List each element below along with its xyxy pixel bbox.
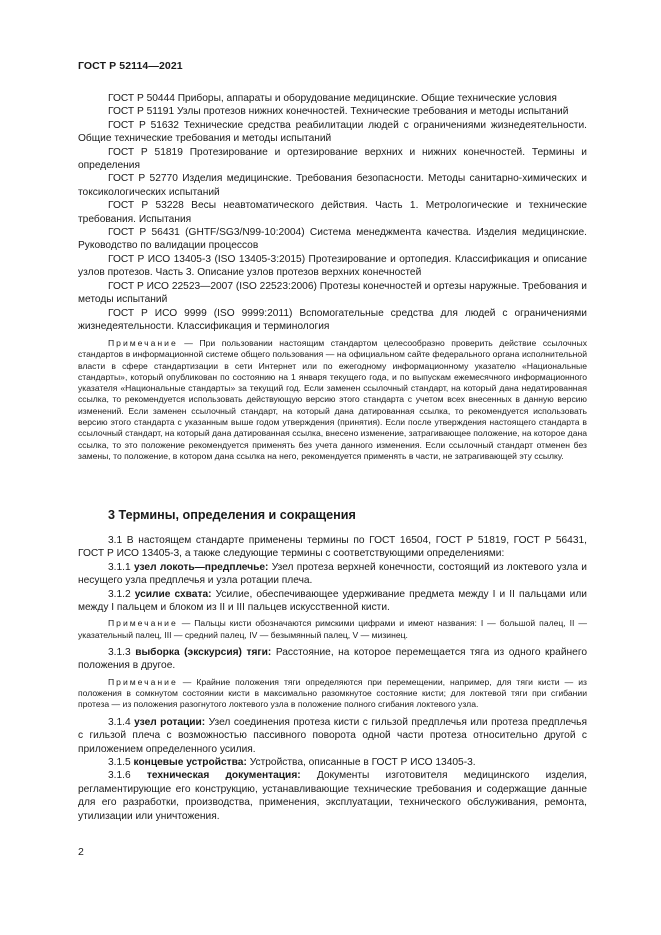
note-text: — Пальцы кисти обозначаются римскими цифрами и имеют названия: I — большой палец, II — указательный палец, III — средний палец, IV — безымянный палец, V — мизинец. [78, 618, 587, 640]
term-definition: Узел соединения протеза кисти с гильзой предплечья или протеза предплечья с гильзой плеча с возможностью пассивного поворота одной части протеза относительно другой с приложением определенного усилия. [78, 716, 587, 755]
term-definition: Расстояние, на которое перемещается тяга из одного крайнего положения в другое. [78, 647, 587, 672]
term-entry [78, 588, 587, 615]
term-name: узел локоть—предплечье: [133, 561, 269, 573]
reference-item: ГОСТ Р 51191 Узлы протезов нижних конечностей. Технические требования и методы испытаний [108, 106, 569, 118]
note-paragraph [78, 338, 587, 462]
term-entry [78, 769, 587, 823]
term-definition: Усилие, обеспечивающее удерживание предмета между I и II пальцами или между I пальцем и блоком из II и III пальцев искусственной кисти. [78, 588, 587, 614]
term-definition: Документы изготовителя медицинского изделия, регламентирующие его конструкцию, устанавливающие технические требования и содержащие данные для его разработки, производства, применения, эксплуатации, технического обслуживания, ремонта, утилизации или уничтожения. [78, 770, 588, 822]
term-note [78, 618, 587, 641]
terms-definitions [78, 534, 587, 823]
term-definition: Узел протеза верхней конечности, состоящий из локтевого узла и несущего узла предплечья и узла ротации плеча. [78, 561, 587, 587]
term-number: 3.1.3 [108, 647, 136, 659]
reference-item: ГОСТ Р 51632 Технические средства реабилитации людей с ограничениями жизнедеятельности. Общие технические требования и методы испытаний [78, 119, 587, 145]
term-number: 3.1.1 [108, 561, 134, 573]
references-note [78, 338, 587, 462]
reference-item: ГОСТ Р 51819 Протезирование и ортезирование верхних и нижних конечностей. Термины и определения [78, 146, 587, 172]
reference-item: ГОСТ Р 52770 Изделия медицинские. Требования безопасности. Методы санитарно-химических и токсикологических испытаний [78, 173, 587, 198]
term-definition: Устройства, описанные в ГОСТ Р ИСО 13405-3. [246, 756, 476, 768]
term-entry [78, 561, 587, 588]
term-number: 3.1.6 [108, 770, 147, 782]
term-name: техническая документация: [146, 770, 301, 782]
note-label: Примечание [108, 676, 178, 687]
term-entry [78, 756, 587, 769]
term-name: концевые устройства: [133, 756, 247, 768]
normative-references-list [78, 92, 587, 333]
reference-item: ГОСТ Р 56431 (GHTF/SG3/N99-10:2004) Система менеджмента качества. Изделия медицинские. Руководство по валидации процессов [78, 227, 587, 252]
term-name: узел ротации: [134, 716, 206, 728]
term-number: 3.1.5 [108, 756, 134, 768]
note-label: Примечание [108, 618, 178, 629]
reference-item: ГОСТ Р ИСО 9999 (ISO 9999:2011) Вспомогательные средства для людей с ограничениями жизнедеятельности. Классификация и терминология [78, 307, 587, 332]
reference-item: ГОСТ Р 53228 Весы неавтоматического действия. Часть 1. Метрологические и технические требования. Испытания [78, 200, 587, 225]
term-name: усилие схвата: [134, 588, 212, 600]
term-number: 3.1.4 [108, 716, 135, 728]
reference-item: ГОСТ Р ИСО 22523—2007 (ISO 22523:2006) Протезы конечностей и ортезы наружные. Требования и методы испытаний [78, 280, 587, 306]
note-text: — Крайние положения тяги определяются при перемещении, например, для тяги кисти — из положения в сомкнутом состоянии кисти в максимально разомкнутое состояние кисти; для локтевой тяги при сгибании протеза — из положения разогнутого локтевого узла в положение полного сгибания локтевого узла. [78, 676, 587, 710]
term-number: 3.1.2 [108, 588, 135, 600]
note-label: Примечание [108, 338, 178, 348]
section-heading: 3 Термины, определения и сокращения [108, 508, 356, 522]
reference-item: ГОСТ Р ИСО 13405-3 (ISO 13405-3:2015) Протезирование и ортопедия. Классификация и описание узлов протезов. Часть 3. Описание узлов протезов верхних конечностей [78, 253, 587, 279]
term-entry [78, 646, 587, 673]
document-code-header: ГОСТ Р 52114—2021 [78, 60, 183, 72]
note-text: — При пользовании настоящим стандартом целесообразно проверить действие ссылочных стандартов в информационной системе общего пользования — на официальном сайте федерального органа исполнительной власти в сфере стандартизации в сети Интернет или по ежегодному информационному указателю «Национальные стандарты», который опубликован по состоянию на 1 января текущего года, и по выпускам ежемесячного информационного указателя «Национальные стандарты» за текущий год. Если заменен ссылочный стандарт, на который дана недатированная ссылка, то рекомендуется использовать действующую версию этого стандарта с учетом всех внесенных в данную версию изменений. Если заменен ссылочный стандарт, на который дана датированная ссылка, то рекомендуется использовать версию этого стандарта с указанным выше годом утверждения (принятия). Если после утверждения настоящего стандарта в ссылочный стандарт, на который дана датированная ссылка, внесено изменение, затрагивающее положение, на которое дана ссылка, то это положение рекомендуется применять без учета данного изменения. Если ссылочный стандарт отменен без замены, то положение, в котором дана ссылка на него, рекомендуется применять в части, не затрагивающей эту ссылку. [78, 338, 587, 461]
term-entry [78, 716, 587, 756]
section-intro: 3.1 В настоящем стандарте применены термины по ГОСТ 16504, ГОСТ Р 51819, ГОСТ Р 56431, ГОСТ Р ИСО 13405-3, а также следующие термины с соответствующими определениями: [78, 535, 587, 560]
term-name: выборка (экскурсия) тяги: [135, 647, 272, 659]
page-number: 2 [78, 846, 84, 858]
term-note [78, 677, 587, 711]
reference-item: ГОСТ Р 50444 Приборы, аппараты и оборудование медицинские. Общие технические условия [108, 93, 557, 104]
